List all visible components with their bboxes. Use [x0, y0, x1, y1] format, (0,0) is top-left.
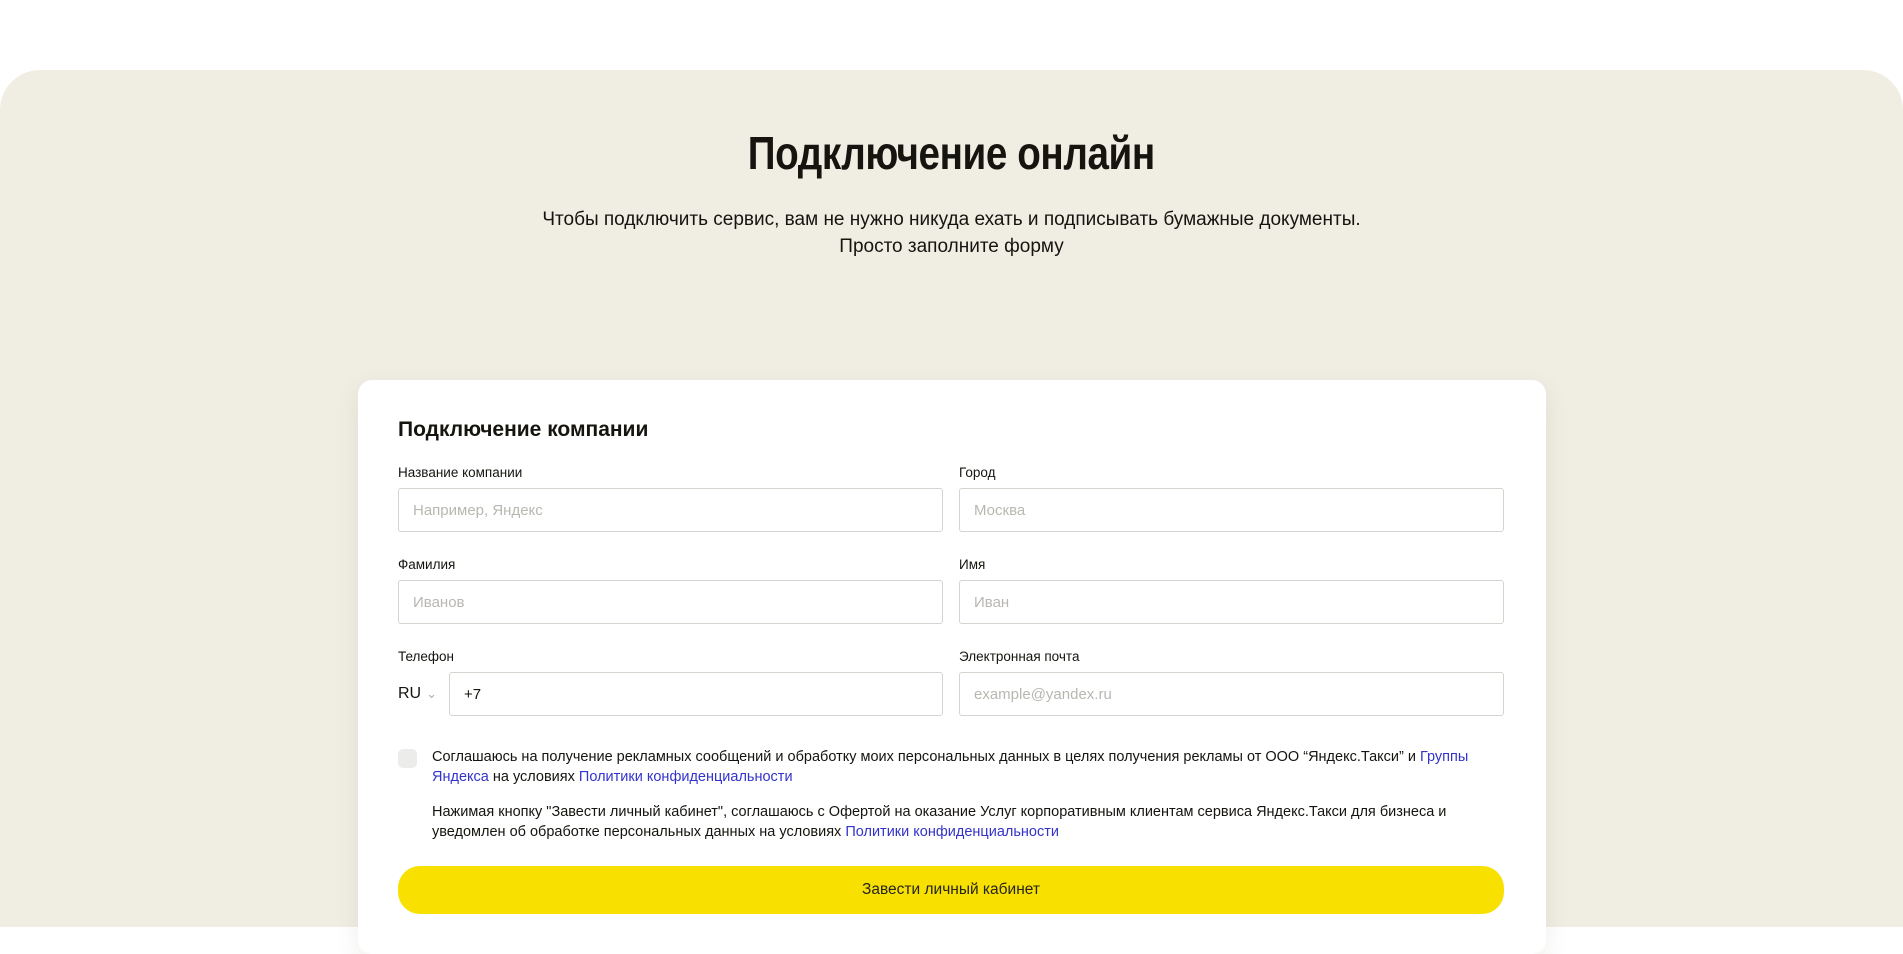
hero-subtitle-line2: Просто заполните форму	[839, 236, 1064, 257]
field-first-name	[959, 557, 1504, 624]
last-name-input[interactable]	[398, 580, 943, 624]
first-name-label: Имя	[959, 557, 986, 572]
phone-input[interactable]	[449, 672, 943, 716]
privacy-policy-link-2[interactable]: Политики конфиденциальности	[845, 824, 1059, 840]
country-code-label: RU	[398, 685, 422, 702]
submit-button[interactable]: Завести личный кабинет	[398, 866, 1504, 914]
legal-text	[432, 802, 1492, 842]
card-title: Подключение компании	[398, 418, 649, 441]
hero-title-wrap	[0, 70, 1903, 180]
city-label: Город	[959, 465, 996, 480]
last-name-label: Фамилия	[398, 557, 456, 572]
city-input[interactable]	[959, 488, 1504, 532]
hero-subtitle	[0, 206, 1903, 260]
field-last-name	[398, 557, 943, 624]
hero-subtitle-line1: Чтобы подключить сервис, вам не нужно никуда ехать и подписывать бумажные документы.	[542, 209, 1361, 230]
consent-text	[432, 747, 1504, 787]
field-city	[959, 465, 1504, 532]
chevron-down-icon: ⌄	[426, 685, 438, 701]
email-label: Электронная почта	[959, 649, 1080, 664]
consent-row	[398, 747, 1504, 787]
signup-card	[358, 380, 1546, 954]
email-input[interactable]	[959, 672, 1504, 716]
privacy-policy-link-1[interactable]: Политики конфиденциальности	[578, 769, 793, 785]
field-company-name	[398, 465, 943, 532]
form-grid	[398, 465, 1504, 716]
legal-text-body: Нажимая кнопку "Завести личный кабинет", соглашаюсь с Офертой на оказание Услуг корпоративным клиентам сервиса Яндекс.Такси для бизнеса и уведомлен об обработке персональных данных на условиях	[432, 804, 1447, 840]
page-title: Подключение онлайн	[747, 127, 1156, 179]
yandex-group-link[interactable]: Группы Яндекса	[432, 749, 1469, 785]
hero-panel	[0, 70, 1903, 927]
field-email	[959, 649, 1504, 716]
phone-label: Телефон	[398, 649, 455, 664]
first-name-input[interactable]	[959, 580, 1504, 624]
phone-row	[398, 672, 943, 716]
consent-text-before: Соглашаюсь на получение рекламных сообщений и обработку моих персональных данных в целях получения рекламы от ООО “Яндекс.Такси” и	[432, 749, 1420, 765]
country-select[interactable]	[398, 685, 437, 703]
consent-checkbox[interactable]	[398, 749, 417, 768]
company-name-input[interactable]	[398, 488, 943, 532]
company-name-label: Название компании	[398, 465, 523, 480]
consent-text-middle: на условиях	[488, 769, 579, 785]
field-phone	[398, 649, 943, 716]
